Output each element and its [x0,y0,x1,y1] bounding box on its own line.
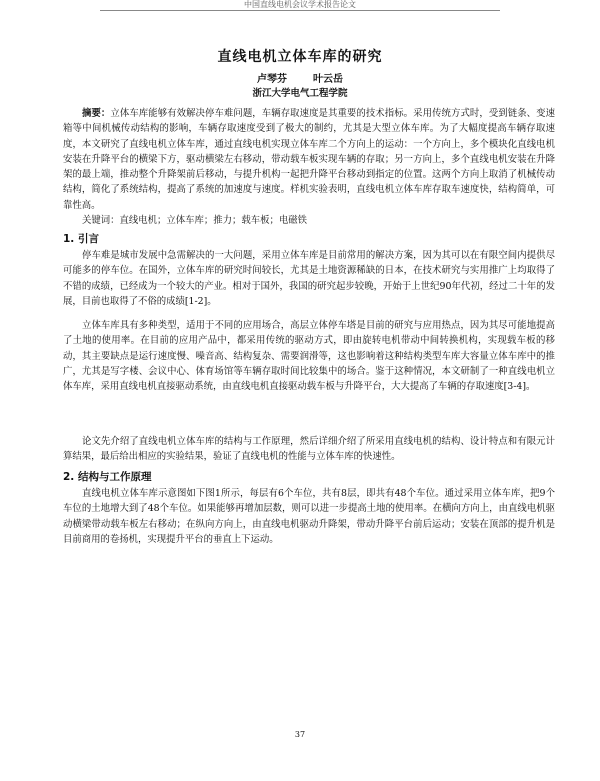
keywords-label: 关键词： [82,215,120,226]
abstract [63,106,555,213]
paper-title: 直线电机立体车库的研究 [217,49,383,65]
author-name: 叶云岳 [313,74,343,85]
page-number: 37 [294,730,306,739]
section-heading-introduction: 1. 引言 [63,233,99,245]
running-header: 中国直线电机会议学术报告论文 [100,0,500,11]
keywords-text: 直线电机；立体车库；推力；载车板；电磁铁 [119,215,308,226]
paragraph: 直线电机立体车库示意图如下图1所示，每层有6个车位，共有8层，即共有48个车位。通过采用立体车库，把9个车位的土地增大到了48个车位。如果能够再增加层数，则可以进一步提高土地的使用率。在横向方向上，由直线电机驱动横梁带动载车板左右移动；在纵向方向上，由直线电机驱动升降架，带动升降平台前后运动；安装在顶部的提升机是目前商用的卷扬机，实现提升平台的垂直上下运动。 [63,488,555,545]
authors [0,73,600,86]
paragraph: 立体车库具有多种类型，适用于不同的应用场合，高层立体停车塔是目前的研究与应用热点，因为其尽可能地提高了土地的使用率。在目前的应用产品中，都采用传统的驱动方式，即由旋转电机带动中间转换机构，实现载车板的移动，其主要缺点是运行速度慢、噪音高、结构复杂、需要润滑等，这也影响着这种结构类型车库大容量立体车库中的推广，尤其是写字楼、会议中心、体育场馆等车辆存取时间比较集中的场合。鉴于这种情况，本文研制了一种直线电机立体车库，采用直线电机直接驱动系统，由直线电机直接驱动载车板与升降平台，大大提高了车辆的存取速度[3-4]。 [63,320,555,393]
keywords [63,213,555,228]
section-heading-structure: 2. 结构与工作原理 [63,471,152,483]
author-name: 卢琴芬 [257,74,287,85]
paragraph: 停车难是城市发展中急需解决的一大问题，采用立体车库是目前常用的解决方案，因为其可以在有限空间内提供尽可能多的停车位。在国外，立体车库的研究时间较长，尤其是土地资源稀缺的日本，在技术研究与实用推广上均取得了不错的成绩，已经成为一个较大的产业。相对于国外，我国的研究起步较晚，开始于上世纪90年代初，经过二十年的发展，目前也取得了不俗的成绩[1-2]。 [63,250,555,307]
affiliation: 浙江大学电气工程学院 [252,88,348,99]
paragraph: 论文先介绍了直线电机立体车库的结构与工作原理，然后详细介绍了所采用直线电机的结构、设计特点和有限元计算结果，最后给出相应的实验结果，验证了直线电机的性能与立体车库的快速性。 [63,436,555,463]
abstract-text: 立体车库能够有效解决停车难问题，车辆存取速度是其重要的技术指标。采用传统方式时，受到链条、变速箱等中间机械传动结构的影响，车辆存取速度受到了极大的制约，尤其是大型立体车库。为了大幅度提高车辆存取速度，本文研究了直线电机立体车库，通过直线电机实现立体车库二个方向上的运动：一个方向上，多个模块化直线电机安装在升降平台的横梁下方，驱动横梁左右移动，带动载车板实现车辆的存取；另一方向上，多个直线电机安装在升降架的最上端，推动整个升降架前后移动，与提升机构一起把升降平台移动到指定的位置。这两个方向上取消了机械传动结构，简化了系统结构，提高了系统的加速度与速度。样机实验表明，直线电机立体车库存取车速度快，结构简单，可靠性高。 [63,108,555,211]
abstract-label: 摘要： [82,108,111,119]
